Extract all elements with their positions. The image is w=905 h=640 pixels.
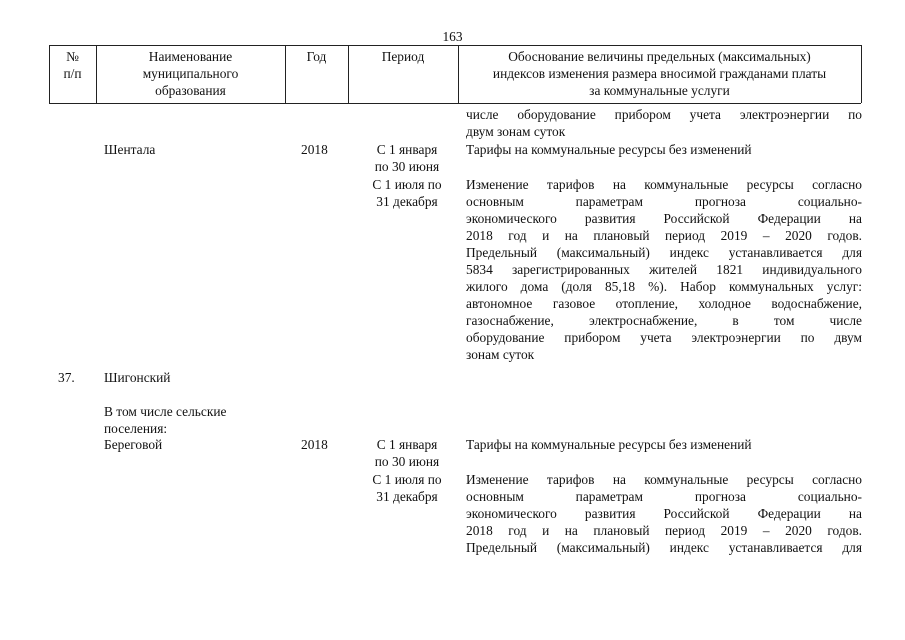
year: 2018: [301, 437, 328, 452]
header-year: Год: [306, 49, 327, 64]
basis-first-half: Тарифы на коммунальные ресурсы без изменений: [466, 437, 752, 452]
basis-first-half: Тарифы на коммунальные ресурсы без изменений: [466, 142, 752, 157]
header-period: Период: [381, 49, 425, 64]
page-number: 163: [442, 29, 463, 44]
period-second-half: С 1 июля по 31 декабря: [372, 472, 442, 504]
header-basis: Обоснование величины предельных (максимальных) индексов изменения размера вносимой гражданами платы за коммунальные услуги: [492, 49, 827, 98]
period-second-half: С 1 июля по 31 декабря: [372, 177, 442, 209]
settlement-name: Шентала: [104, 142, 156, 157]
period-first-half: С 1 января по 30 июня: [374, 142, 440, 174]
subheading: В том числе сельские поселения:: [104, 404, 227, 436]
header-bottom-border: [49, 103, 861, 104]
year: 2018: [301, 142, 328, 157]
district-number: 37.: [58, 370, 75, 385]
header-num: № п/п: [63, 49, 82, 81]
period-first-half: С 1 января по 30 июня: [374, 437, 440, 469]
district-name: Шигонский: [104, 370, 171, 385]
header-name: Наименование муниципального образования: [142, 49, 239, 98]
header-top-border: [49, 45, 861, 46]
settlement-name: Береговой: [104, 437, 163, 452]
header-divider: [861, 45, 862, 103]
